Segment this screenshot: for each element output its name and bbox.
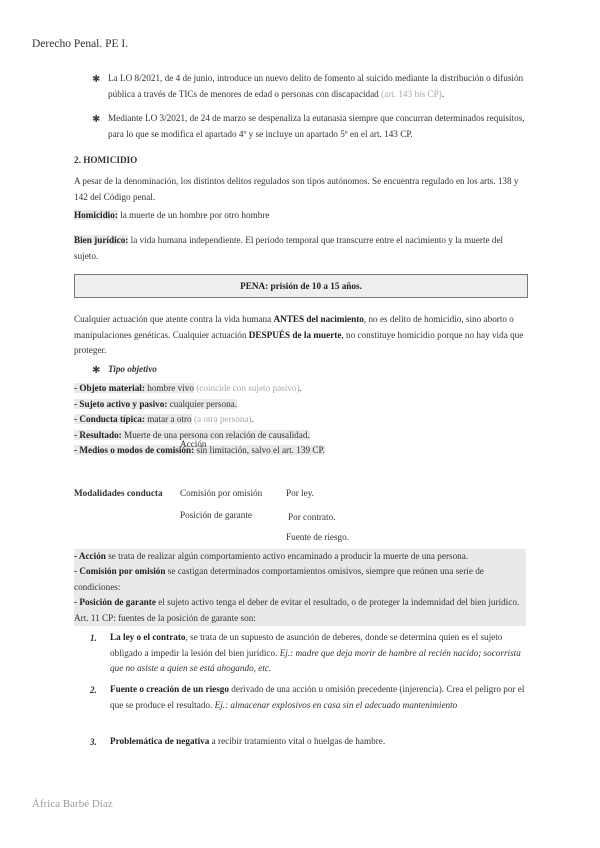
article-ref: (art. 143 bis CP) <box>381 88 442 99</box>
fuente-creacion-riesgo: Fuente o creación de un riesgo derivado de una acción u omisión precedente (injerencia). Crea el peligro por el que se produce el resultado. Ej.: almacenar explosivos en casa sin el adecuado mantenimiento <box>110 684 525 710</box>
bullet-icon: ✱ <box>92 114 101 125</box>
modalidad-omision: Comisión por omisión <box>180 488 263 498</box>
modalidad-accion: Acción <box>180 439 207 449</box>
fuente-riesgo: Fuente de riesgo. <box>286 532 350 542</box>
page-footer-author: África Barbé Díaz <box>32 798 113 810</box>
fuente-negativa: Problemática de negativa a recibir tratamiento vital o huelgas de hambre. <box>110 736 386 746</box>
list-number: 1. <box>90 633 97 643</box>
tipo-objetivo-list <box>74 381 526 459</box>
list-item: - Objeto material: hombre vivo (coincide con sujeto pasivo). <box>74 383 302 393</box>
bullet-icon: ✱ <box>92 365 101 376</box>
definicion-omision: - Comisión por omisión se castigan determinados comportamientos omisivos, siempre que reúnen una serie de condiciones: <box>74 564 526 595</box>
bullet-lo-3-2021: Mediante LO 3/2021, de 24 de marzo se despenaliza la eutanasia siempre que concurran determinados requisitos, para lo que se modifica el apartado 4º y se incluye un apartado 5º en el art. 143 CP. <box>108 113 525 139</box>
definicion-garante: - Posición de garante el sujeto activo tenga el deber de evitar el resultado, o de proteger la indemnidad del bien jurídico. Art. 11 CP: fuentes de la posición de garante son: <box>74 595 526 626</box>
actuacion-paragraph: Cualquier actuación que atente contra la vida humana ANTES del nacimiento, no es delito de homicidio, sino aborto o manipulaciones genéticas. Cualquier actuación DESPUÉS de la muerte, no constituye homicidio porque no hay vida que proteger. <box>74 314 524 355</box>
bien-juridico: Bien jurídico: la vida humana independiente. El período temporal que transcurre entre el nacimiento y la muerte del sujeto. <box>74 235 504 261</box>
list-item: - Medios o modos de comisión: sin limitación, salvo el art. 139 CP. <box>74 445 325 455</box>
tipo-objetivo-title: Tipo objetivo <box>108 364 157 374</box>
bullet-lo-8-2021: La LO 8/2021, de 4 de junio, introduce un nuevo delito de fomento al suicido mediante la distribución o difusión pública a través de TICs de menores de edad o personas con discapacidad (art. 143 bis CP). <box>108 73 524 99</box>
intro-paragraph: A pesar de la denominación, los distintos delitos regulados son tipos autónomos. Se encuentra regulado en los arts. 138 y 142 del Código penal. <box>74 176 519 202</box>
section-title: 2. HOMICIDIO <box>74 155 138 165</box>
homicidio-definition: Homicidio: la muerte de un hombre por otro hombre <box>74 210 270 220</box>
definicion-accion: - Acción se trata de realizar algún comportamiento activo encaminado a producir la muerte de una persona. <box>74 549 526 565</box>
fuente-por-ley: Por ley. <box>286 488 314 498</box>
fuente-por-contrato: Por contrato. <box>288 512 336 522</box>
fuente-ley-contrato: La ley o el contrato, se trata de un supuesto de asunción de deberes, donde se determina quien es el sujeto obligado a impedir la lesión del bien jurídico. Ej.: madre que deja morir de hambre al recién nacido; socorrista que no asiste a quien se está ahogando, etc. <box>110 632 521 673</box>
modalidades-label: Modalidades conducta <box>74 488 163 498</box>
pena-box: PENA: prisión de 10 a 15 años. <box>74 274 528 298</box>
list-number: 3. <box>90 737 97 747</box>
list-item: - Resultado: Muerte de una persona con relación de causalidad. <box>74 429 310 440</box>
bullet-icon: ✱ <box>92 74 101 85</box>
page-header: Derecho Penal. PE I. <box>32 38 129 50</box>
modalidad-garante: Posición de garante <box>180 510 252 520</box>
list-item: - Sujeto activo y pasivo: cualquier persona. <box>74 398 238 409</box>
list-item: - Conducta típica: matar a otro (a otra persona). <box>74 414 254 424</box>
list-number: 2. <box>90 685 97 695</box>
